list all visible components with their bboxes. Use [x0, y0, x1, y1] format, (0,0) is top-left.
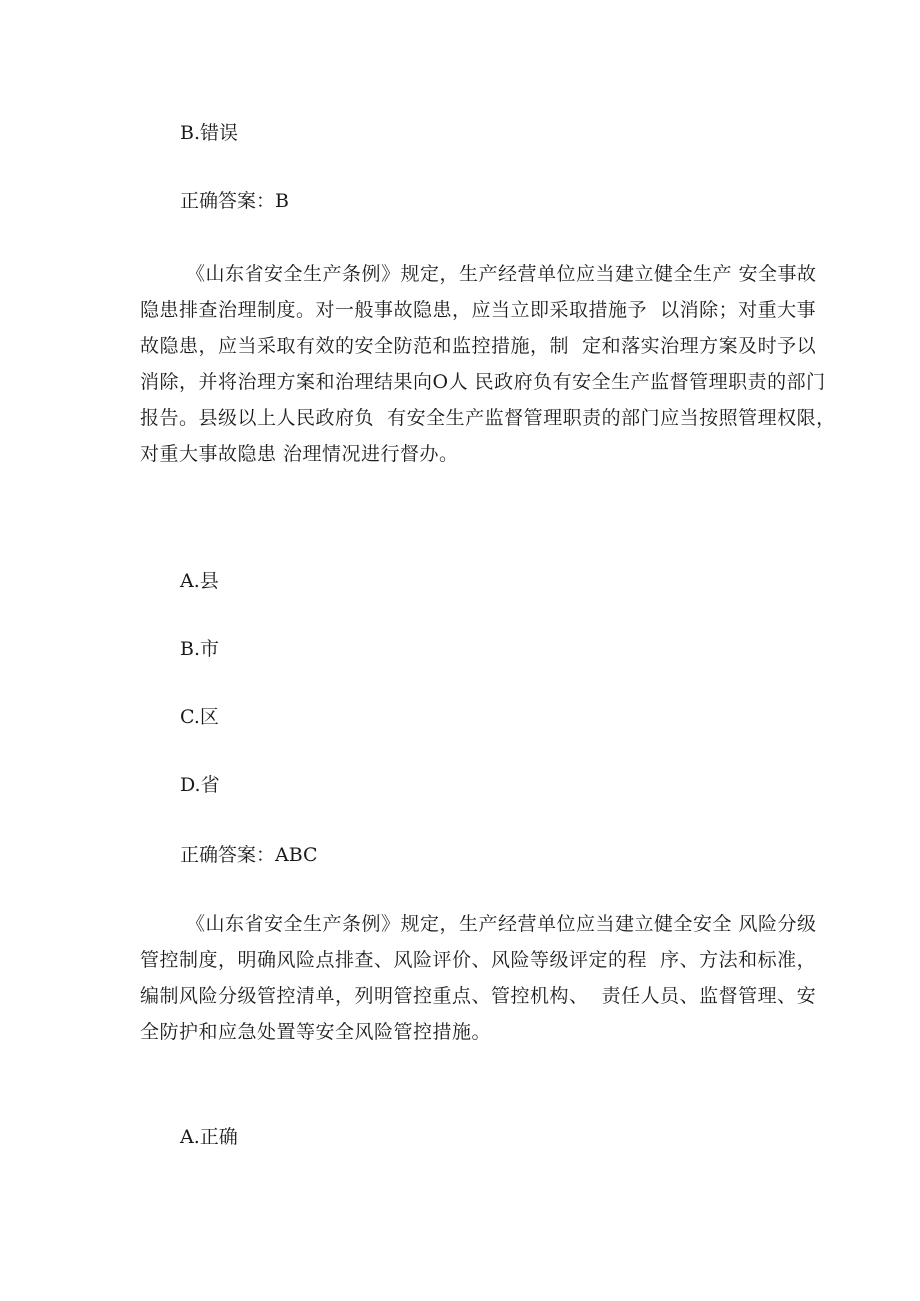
question-1-stem-line: 隐患排查治理制度。对一般事故隐患，应当立即采取措施予 以消除；对重大事 — [140, 299, 817, 321]
question-1-correct-answer: 正确答案：ABC — [180, 844, 318, 866]
question-2-stem-line: 全防护和应急处置等安全风险管控措施。 — [140, 1021, 492, 1043]
question-1-stem-line: 报告。县级以上人民政府负 有安全生产监督管理职责的部门应当按照管理权限， — [140, 407, 836, 429]
question-2-stem-line: 编制风险分级管控清单，列明管控重点、管控机构、 责任人员、监督管理、安 — [140, 985, 817, 1007]
question-1-stem-line: 消除，并将治理方案和治理结果向O人 民政府负有安全生产监督管理职责的部门 — [140, 371, 826, 393]
question-1-option-d: D.省 — [180, 774, 220, 796]
question-1-stem-line: 对重大事故隐患 治理情况进行督办。 — [140, 443, 459, 465]
prev-correct-answer: 正确答案：B — [180, 190, 289, 212]
question-1-option-a: A.县 — [180, 570, 219, 592]
question-2-stem-line: 《山东省安全生产条例》规定，生产经营单位应当建立健全安全 风险分级 — [186, 913, 817, 935]
question-2-stem-line: 管控制度，明确风险点排查、风险评价、风险等级评定的程 序、方法和标准， — [140, 949, 817, 971]
question-1-stem — [140, 256, 836, 472]
question-1-stem-line: 《山东省安全生产条例》规定，生产经营单位应当建立健全生产 安全事故 — [186, 263, 817, 285]
question-1-stem-line: 故隐患，应当采取有效的安全防范和监控措施，制 定和落实治理方案及时予以 — [140, 335, 817, 357]
question-1-option-b: B.市 — [180, 638, 220, 660]
prev-option-b: B.错误 — [180, 122, 239, 144]
question-2-stem — [140, 906, 817, 1050]
question-2-option-a: A.正确 — [180, 1126, 238, 1148]
question-1-option-c: C.区 — [180, 706, 219, 728]
